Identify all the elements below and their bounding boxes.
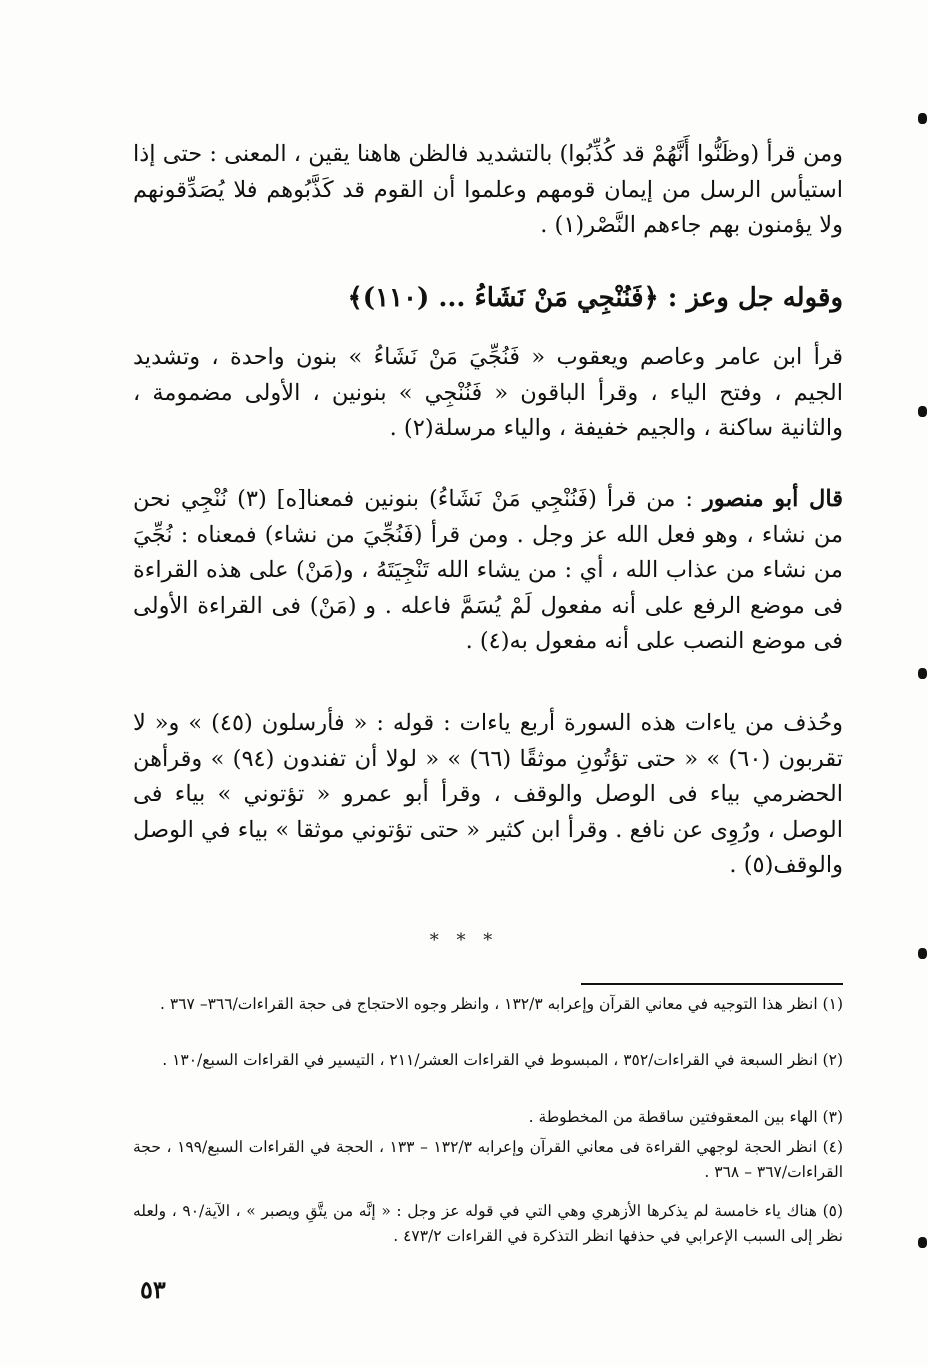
margin-mark: [918, 1237, 927, 1248]
paragraph-intro: ومن قرأ (وظَنُّوا أَنَّهُمْ قد كُذِّبُوا) بالتشديد فالظن هاهنا يقين ، المعنى : حتى إذا استيأس الرسل من إيمان قومهم وعلموا أن القوم قد كَذَّبُوهم فلا يُصَدِّقونهم ولا يؤمنون بهم جاءهم النَّصْر(١) .: [133, 141, 843, 238]
footnote-4: (٤) انظر الحجة لوجهي القراءة فى معاني القرآن وإعرابه ١٣٢/٣ – ١٣٣ ، الحجة في القراءات السبع/١٩٩ ، حجة القراءات/٣٦٧ – ٣٦٨ .: [133, 1138, 844, 1181]
footnote-1: (١) انظر هذا التوجيه في معاني القرآن وإعرابه ١٣٢/٣ ، وانظر وجوه الاحتجاج فى حجة القراءات/٣٦٦– ٣٦٧ .: [160, 995, 843, 1013]
footnote-rule: [581, 983, 843, 985]
margin-mark: [918, 668, 927, 679]
verse-heading: وقوله جل وعز : ﴿فَنُنْجِي مَنْ نَشَاءُ ... (١١٠)﴾: [347, 283, 843, 313]
page-number: ٥٣: [140, 1275, 166, 1304]
margin-mark: [918, 113, 927, 124]
abu-mansur-text: : من قرأ (فَنُنْجِي مَنْ نَشَاءُ) بنونين فمعنا[ه] (٣) نُنْجِي نحن من نشاء ، وهو فعل الله عز وجل . ومن قرأ (فَنُجِّيَ من نشاء) فمعناه : نُجِّيَ من نشاء من عذاب الله ، أي : من يشاء الله تَنْجِيَتَهُ ، و(مَنْ) على هذه القراءة فى موضع الرفع على أنه مفعول لَمْ يُسَمَّ فاعله . و (مَنْ) فى القراءة الأولى فى موضع النصب على أنه مفعول به(٤) .: [133, 486, 843, 654]
paragraph-omitted-yaat: وحُذف من ياءات هذه السورة أربع ياءات : قوله : « فأرسلون (٤٥) » و« لا تقربون (٦٠) » « حتى تؤتُونِ موثقًا (٦٦) » « لولا أن تفندون (٩٤) » وقرأهن الحضرمي بياء فى الوصل والوقف ، وقرأ أبو عمرو « تؤتوني » بياء فى الوصل ، ورُوِى عن نافع . وقرأ ابن كثير « حتى تؤتوني موثقا » بياء في الوصل والوقف(٥) .: [133, 710, 843, 878]
abu-mansur-lead: قال أبو منصور: [702, 486, 843, 512]
footnote-3: (٣) الهاء بين المعقوفتين ساقطة من المخطوطة .: [528, 1108, 843, 1126]
paragraph-abu-mansur: [133, 482, 843, 660]
paragraph-readings: قرأ ابن عامر وعاصم ويعقوب « فَنُجِّيَ مَنْ نَشَاءُ » بنون واحدة ، وتشديد الجيم ، وفتح الياء ، وقرأ الباقون « فَنُنْجِي » بنونين ، الأولى مضمومة ، والثانية ساكنة ، والجيم خفيفة ، والياء مرسلة(٢) .: [133, 344, 843, 441]
footnote-5: (٥) هناك ياء خامسة لم يذكرها الأزهري وهي التي في قوله عز وجل : « إنَّه من يتَّقِ ويصبر » ، الآية/٩٠ ، ولعله نظر إلى السبب الإعرابي في حذفها انظر التذكرة في القراءات ٤٧٣/٢ .: [133, 1202, 844, 1245]
section-separator: * * *: [429, 930, 499, 951]
margin-mark: [918, 406, 927, 417]
footnote-2: (٢) انظر السبعة في القراءات/٣٥٢ ، المبسوط في القراءات العشر/٢١١ ، التيسير في القراءات السبع/١٣٠ .: [162, 1051, 843, 1069]
